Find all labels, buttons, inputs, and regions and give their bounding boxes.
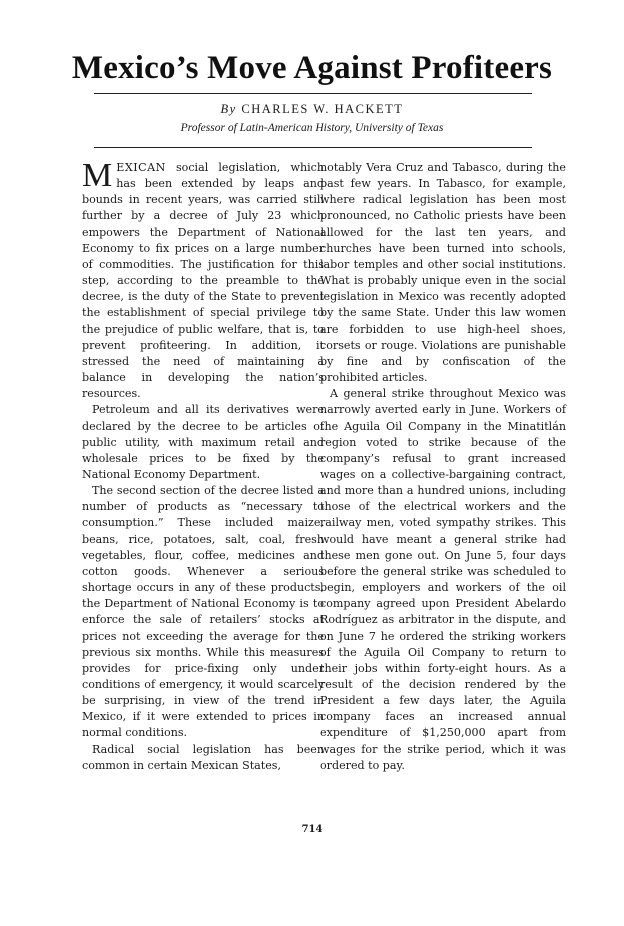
paragraph-2: Petroleum and all its derivatives were declared by the decree to be articles of public utility, with maximum retail and wholesale prices to be fixed by the National Economy Department.: [82, 403, 324, 481]
paragraph-3: The second section of the decree listed a number of products as “necessary to consumption.” These included maize, beans, rice, potatoes, salt, coal, fresh vegetables, flour, coffee, medicines and cotton goods. Whenever a serious shortage occurs in any of these products, the Department of National Economy is to enforce the sale of retailers’ stocks at prices not exceeding the average for the previous six months. While this measures provides for price-fixing only under conditions of emergency, it would scarcely be surprising, in view of the trend in Mexico, if it were extended to prices in normal conditions.: [82, 484, 324, 740]
paragraph-1: [82, 157, 324, 402]
paragraph-5: A general strike throughout Mexico was narrowly averted early in June. Workers of the Aguila Oil Company in the Minatitlán region voted to strike because of the company’s refusal to grant increased wages on a collective-bargaining contract, and more than a hundred unions, including those of the electrical workers and the railway men, voted sympathy strikes. This would have meant a general strike had these men gone out. On June 5, four days before the general strike was scheduled to begin, employers and workers of the oil company agreed upon President Abelardo Rodríguez as arbitrator in the dispute, and on June 7 he ordered the striking workers of the Aguila Oil Company to return to their jobs within forty-eight hours. As a result of the decision rendered by the President a few days later, the Aguila company faces an increased annual expenditure of $1,250,000 apart from wages for the strike period, which it was ordered to pay.: [320, 387, 566, 772]
paragraph-1-text: social legislation, which has been extended by leaps and bounds in recent years, was carried still further by a decree of July 23 which empowers the Department of National Economy to fix prices on a large number of commodities. The justification for this step, according to the preamble to the decree, is the duty of the State to prevent the establishment of special privilege to the prejudice of public welfare, that is, to prevent profiteering. In addition, it stressed the need of maintaining a balance in developing the nation’s resources.: [82, 161, 324, 401]
lead-word: EXICAN: [116, 161, 166, 174]
byline-rule: [94, 147, 532, 148]
byline-prefix: By: [220, 102, 237, 116]
page-number: 714: [301, 824, 323, 835]
paragraph-4-continued: notably Vera Cruz and Tabasco, during the past few years. In Tabasco, for example, where radical legislation has been most pronounced, no Catholic priests have been allowed for the last ten years, and churches have been turned into schools, labor temples and other social institutions. What is probably unique even in the social legislation in Mexico was recently adopted by the same State. Under this law women are forbidden to use high-heel shoes, corsets or rouge. Violations are punishable by fine and by confiscation of the prohibited articles.: [320, 161, 566, 385]
title-rule: [94, 93, 532, 94]
article-title: Mexico’s Move Against Profiteers: [71, 50, 553, 86]
author-affiliation: Professor of Latin-American History, University of Texas: [180, 122, 444, 134]
author-name: CHARLES W. HACKETT: [241, 102, 404, 116]
paragraph-4: Radical social legislation has been common in certain Mexican States,: [82, 742, 324, 772]
drop-cap: M: [82, 157, 113, 194]
byline: [30, 102, 594, 117]
left-column: [82, 157, 324, 774]
right-column: [320, 160, 566, 774]
